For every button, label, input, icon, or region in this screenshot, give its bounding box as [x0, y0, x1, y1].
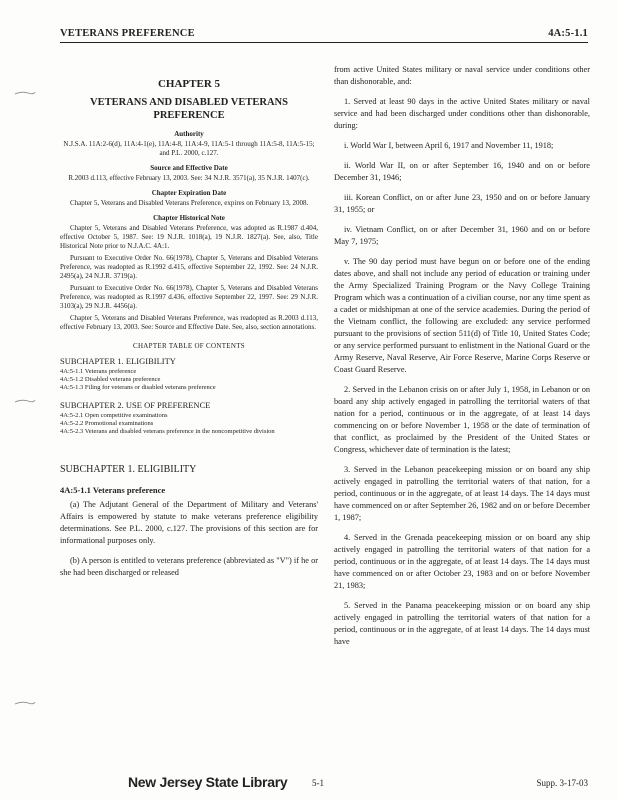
toc-subchapter: SUBCHAPTER 1. ELIGIBILITY	[60, 356, 176, 366]
paragraph: from active United States military or naval service under conditions other than dishonorable, and:	[334, 65, 590, 86]
historical-note: Chapter 5, Veterans and Disabled Veterans Preference, was readopted as R.2003 d.113, effective February 13, 2003. See: Source and Effective Date. See, also, section annotations.	[60, 314, 318, 331]
toc-heading: CHAPTER TABLE OF CONTENTS	[132, 342, 245, 350]
paragraph: 5. Served in the Panama peacekeeping mission or on board any ship actively engaged in patrolling the territorial waters of that nation for a period, continuous or in the aggregate, of at least 14 days. The 14 days must have	[334, 601, 590, 646]
page-footer	[60, 774, 588, 792]
paragraph: 4. Served in the Grenada peacekeeping mission or on board any ship actively engaged in patrolling the territorial waters of that nation for a period, continuous or in the aggregate, of at least 14 days. The 14 days must have commenced on or after October 23, 1983 and on or before November 21, 1983;	[334, 533, 590, 590]
toc-subchapter: SUBCHAPTER 2. USE OF PREFERENCE	[60, 400, 211, 410]
right-column	[334, 64, 590, 758]
header-section-number: 4A:5-1.1	[548, 28, 588, 39]
running-header	[60, 28, 588, 43]
historical-note: Pursuant to Executive Order No. 66(1978), Chapter 5, Veterans and Disabled Veterans Preference, was readopted as R.1997 d.436, effective September 22, 1997. See: 29 N.J.R. 3103(a), 29 N.J.R. 4456(a).	[60, 284, 318, 310]
paragraph-a: (a) The Adjutant General of the Department of Military and Veterans' Affairs is empowered by statute to make veterans preference eligibility determinations. See P.L. 2000, c.127. The provisions of this section are for informational purposes only.	[60, 500, 318, 545]
left-column	[60, 64, 318, 758]
header-title: VETERANS PREFERENCE	[60, 28, 195, 39]
margin-mark	[14, 398, 36, 404]
page-number: 5-1	[312, 778, 324, 788]
toc-item[interactable]: 4A:5-1.2 Disabled veterans preference	[60, 376, 161, 383]
source-heading: Source and Effective Date	[150, 164, 228, 172]
margin-mark	[14, 700, 36, 706]
historical-heading: Chapter Historical Note	[153, 214, 225, 222]
section-title: 4A:5-1.1 Veterans preference	[60, 485, 166, 495]
paragraph: 3. Served in the Lebanon peacekeeping mission or on board any ship actively engaged in patrolling the territorial waters of that nation, for a period, continuous or in the aggregate, of at least 14 days. The 14 days must have commenced on or after September 26, 1982 and on or before December 1, 1987;	[334, 465, 590, 522]
expiration-heading: Chapter Expiration Date	[151, 189, 227, 197]
toc-item[interactable]: 4A:5-1.3 Filing for veterans or disabled veterans preference	[60, 384, 216, 391]
library-stamp: New Jersey State Library	[128, 774, 288, 790]
toc-item[interactable]: 4A:5-2.1 Open competitive examinations	[60, 412, 168, 419]
expiration-text: Chapter 5, Veterans and Disabled Veterans Preference, expires on February 13, 2008.	[70, 199, 309, 207]
historical-note: Pursuant to Executive Order No. 66(1978), Chapter 5, Veterans and Disabled Veterans Preference, was readopted as R.1992 d.415, effective September 22, 1992. See: 24 N.J.R. 2495(a), 24 N.J.R. 3719(a).	[60, 254, 318, 280]
historical-note: Chapter 5, Veterans and Disabled Veterans Preference, was adopted as R.1987 d.404, effective October 5, 1987. See: 19 N.J.R. 1018(a), 19 N.J.R. 1827(a). See, also, Title Historical Note prior to N.J.A.C. 4A:1.	[60, 224, 318, 250]
paragraph: iv. Vietnam Conflict, on or after December 31, 1960 and on or before May 7, 1975;	[334, 225, 590, 246]
paragraph-b: (b) A person is entitled to veterans preference (abbreviated as "V") if he or she had been discharged or released	[60, 556, 318, 577]
authority-text: N.J.S.A. 11A:2-6(d), 11A:4-1(e), 11A:4-8, 11A:4-9, 11A:5-1 through 11A:5-8, 11A:5-15; and P.L. 2000, c.127.	[63, 140, 315, 157]
chapter-title: CHAPTER 5	[157, 78, 221, 90]
paragraph: iii. Korean Conflict, on or after June 23, 1950 and on or before January 31, 1955; or	[334, 193, 590, 214]
toc-item[interactable]: 4A:5-1.1 Veterans preference	[60, 368, 137, 375]
source-text: R.2003 d.113, effective February 13, 2003. See: 34 N.J.R. 3571(a), 35 N.J.R. 1407(c).	[68, 174, 310, 182]
toc-item[interactable]: 4A:5-2.2 Promotional examinations	[60, 420, 154, 427]
supplement-date: Supp. 3-17-03	[536, 778, 588, 788]
paragraph: v. The 90 day period must have begun on or before one of the ending dates above, and shall not include any period of education or training under the Army Specialized Training Program or the Navy College Training Program which was a continuation of a civilian course, nor any time spent as a cadet or midshipman at one of the service academies. During the period of the Vietnam conflict, the following are excluded: any service performed pursuant to the provisions of section 511(d) of Title 10, United States Code; or any service performed pursuant to enlistment in the National Guard or the Army Reserve, Naval Reserve, Air Force Reserve, Marine Corps Reserve or Coast Guard Reserve.	[334, 257, 590, 374]
authority-heading: Authority	[174, 130, 204, 138]
chapter-subtitle: VETERANS AND DISABLED VETERANS PREFERENCE	[90, 97, 288, 121]
toc-item[interactable]: 4A:5-2.3 Veterans and disabled veterans preference in the noncompetitive division	[60, 428, 275, 435]
paragraph: ii. World War II, on or after September 16, 1940 and on or before December 31, 1946;	[334, 161, 590, 182]
paragraph: 1. Served at least 90 days in the active United States military or naval service and had been discharged under conditions other than dishonorable, during:	[334, 97, 590, 130]
margin-mark	[14, 90, 36, 96]
subchapter-heading: SUBCHAPTER 1. ELIGIBILITY	[60, 464, 197, 475]
toc	[60, 356, 318, 436]
paragraph: i. World War I, between April 6, 1917 and November 11, 1918;	[344, 141, 554, 150]
paragraph: 2. Served in the Lebanon crisis on or after July 1, 1958, in Lebanon or on board any ship actively engaged in patrolling the territorial waters of that nation for a period, continuous or in the aggregate, of at least 14 days commencing on or before November 1, 1958 or the date of termination of that conflict, as proclaimed by the President of the United States or Congress, whichever date of termination is the latest;	[334, 385, 590, 454]
